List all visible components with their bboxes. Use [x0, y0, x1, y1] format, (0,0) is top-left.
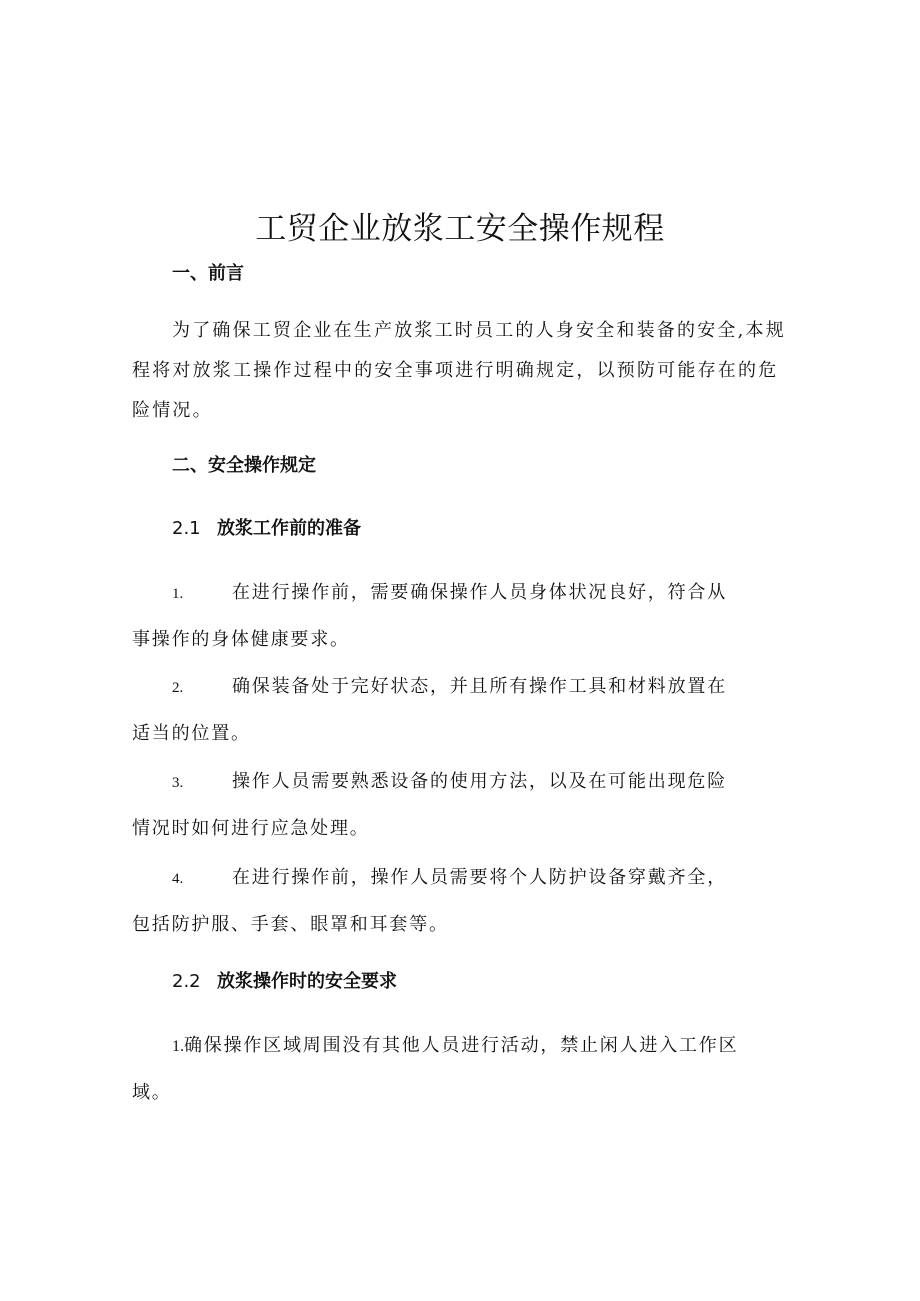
list-item-text: 域。 [132, 1082, 172, 1103]
list-item-number: 3. [172, 775, 184, 791]
list-item-number: 1. [172, 1038, 184, 1055]
list-item-number: 2. [172, 680, 184, 696]
subsection-heading-operation-requirements [172, 968, 397, 996]
list-item-text: 情况时如何进行应急处理。 [132, 818, 370, 839]
list-item [132, 664, 792, 757]
list-item [132, 1023, 792, 1116]
document-title: 工贸企业放浆工安全操作规程 [255, 211, 665, 247]
preface-paragraph [132, 311, 792, 431]
list-item [132, 759, 792, 852]
list-item-text: 确保操作区域周围没有其他人员进行活动，禁止闲人进入工作区 [184, 1035, 739, 1056]
list-item-text: 包括防护服、手套、眼罩和耳套等。 [132, 914, 449, 935]
subsection-heading-preparation [172, 515, 361, 543]
list-item-text: 在进行操作前，操作人员需要将个人防护设备穿戴齐全， [232, 867, 727, 888]
preface-line: 程将对放浆工操作过程中的安全事项进行明确规定，以预防可能存在的危 [132, 360, 779, 381]
list-item-text: 事操作的身体健康要求。 [132, 629, 350, 650]
list-item [132, 570, 792, 663]
list-item-number: 1. [172, 586, 184, 602]
list-item [132, 855, 792, 948]
preface-line: 险情况。 [132, 400, 213, 421]
subsection-number: 2.1 [172, 518, 201, 539]
list-item-text: 确保装备处于完好状态，并且所有操作工具和材料放置在 [232, 676, 727, 697]
preface-line: 为了确保工贸企业在生产放浆工时员工的人身安全和装备的安全,本规 [172, 320, 786, 341]
subsection-title: 放浆操作时的安全要求 [217, 971, 397, 992]
list-item-number: 4. [172, 871, 184, 887]
subsection-number: 2.2 [172, 971, 201, 992]
list-item-text: 操作人员需要熟悉设备的使用方法，以及在可能出现危险 [232, 771, 727, 792]
list-item-text: 适当的位置。 [132, 723, 251, 744]
section-heading-safety-rules: 二、安全操作规定 [172, 455, 316, 476]
section-heading-preface: 一、前言 [172, 263, 244, 284]
subsection-title: 放浆工作前的准备 [217, 518, 361, 539]
list-item-text: 在进行操作前，需要确保操作人员身体状况良好，符合从 [232, 582, 727, 603]
